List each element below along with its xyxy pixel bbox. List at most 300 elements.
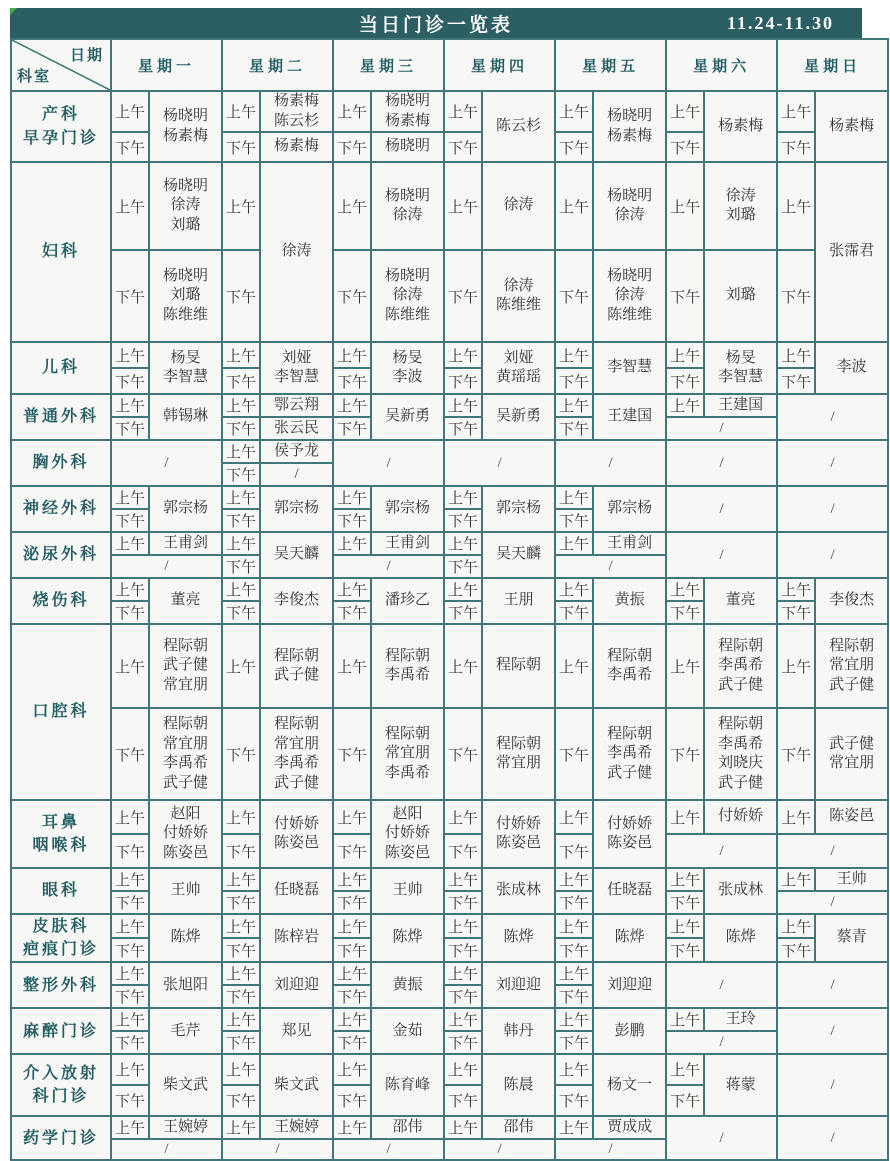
staff-names: 郭宗杨 — [149, 486, 222, 532]
time-label-pm: 下午 — [333, 985, 371, 1008]
staff-names: 杨晓明 杨素梅 — [593, 91, 666, 162]
time-label-am: 上午 — [666, 162, 704, 250]
slash-cell: / — [777, 1116, 888, 1160]
slash-cell: / — [333, 440, 444, 486]
department-name: 产科 早孕门诊 — [11, 91, 111, 162]
staff-names: 董亮 — [149, 578, 222, 624]
time-label-pm: 下午 — [444, 509, 482, 532]
time-label-pm: 下午 — [555, 368, 593, 394]
staff-names-am: 王建国 — [704, 394, 777, 417]
staff-names: 陈烨 — [149, 914, 222, 962]
time-label-pm: 下午 — [444, 938, 482, 962]
time-label-am: 上午 — [666, 578, 704, 601]
time-label-am: 上午 — [444, 962, 482, 985]
time-label-am: 上午 — [555, 532, 593, 555]
staff-names: 陈烨 — [593, 914, 666, 962]
time-label-pm: 下午 — [111, 708, 149, 800]
staff-names-am: 鄂云翔 — [260, 394, 333, 417]
slash-cell: / — [111, 440, 222, 486]
staff-names: 韩丹 — [482, 1008, 555, 1054]
time-label-am: 上午 — [444, 868, 482, 891]
time-label-am: 上午 — [444, 342, 482, 368]
staff-names: 杨文一 — [593, 1054, 666, 1116]
time-label-am: 上午 — [666, 800, 704, 834]
time-label-am: 上午 — [555, 342, 593, 368]
time-label-am: 上午 — [111, 1116, 149, 1139]
time-label-am: 上午 — [555, 868, 593, 891]
staff-names-am: 杨晓明 徐涛 — [371, 162, 444, 250]
time-label-am: 上午 — [111, 162, 149, 250]
staff-names: 李智慧 — [593, 342, 666, 394]
time-label-am: 上午 — [111, 578, 149, 601]
staff-names: 李俊杰 — [815, 578, 888, 624]
slash-cell: / — [777, 394, 888, 440]
time-label-am: 上午 — [333, 800, 371, 834]
staff-names: 陈晨 — [482, 1054, 555, 1116]
staff-names: 陈烨 — [704, 914, 777, 962]
time-label-pm: 下午 — [111, 601, 149, 624]
staff-names-am: 程际朝 常宜朋 武子健 — [815, 624, 888, 708]
day-header-1: 星期一 — [111, 39, 222, 91]
page-title: 当日门诊一览表 — [358, 14, 513, 36]
staff-names-am: 王婉婷 — [260, 1116, 333, 1139]
time-label-am: 上午 — [333, 1116, 371, 1139]
time-label-am: 上午 — [111, 342, 149, 368]
time-label-pm: 下午 — [333, 708, 371, 800]
time-label-am: 上午 — [222, 1116, 260, 1139]
staff-names-am: 徐涛 — [482, 162, 555, 250]
staff-names-am: 陈姿邑 — [815, 800, 888, 834]
time-label-pm: 下午 — [333, 938, 371, 962]
staff-names: 柴文武 — [149, 1054, 222, 1116]
staff-names-am: 侯予龙 — [260, 440, 333, 463]
time-label-pm: 下午 — [111, 1085, 149, 1116]
time-label-pm: 下午 — [666, 601, 704, 624]
staff-names: 王帅 — [371, 868, 444, 914]
time-label-pm: 下午 — [222, 938, 260, 962]
staff-names-am: 程际朝 李禹希 — [593, 624, 666, 708]
slash-cell: / — [777, 962, 888, 1008]
time-label-pm: 下午 — [444, 708, 482, 800]
time-label-pm: 下午 — [444, 250, 482, 342]
time-label-pm: 下午 — [666, 132, 704, 162]
time-label-pm: 下午 — [111, 985, 149, 1008]
staff-names: 付娇娇 陈姿邑 — [482, 800, 555, 868]
department-name: 耳鼻 咽喉科 — [11, 800, 111, 868]
dept-row-am — [11, 342, 888, 368]
day-header-4: 星期四 — [444, 39, 555, 91]
time-label-pm: 下午 — [555, 708, 593, 800]
staff-names: 任晓磊 — [260, 868, 333, 914]
time-label-pm: 下午 — [666, 708, 704, 800]
time-label-pm: 下午 — [444, 601, 482, 624]
time-label-am: 上午 — [111, 962, 149, 985]
time-label-am: 上午 — [666, 624, 704, 708]
time-label-pm: 下午 — [777, 708, 815, 800]
slash-cell: / — [777, 1008, 888, 1054]
dept-row-pm — [11, 417, 888, 440]
time-label-pm: 下午 — [222, 985, 260, 1008]
time-label-am: 上午 — [777, 800, 815, 834]
time-label-am: 上午 — [777, 91, 815, 132]
time-label-am: 上午 — [222, 578, 260, 601]
staff-names: 郭宗杨 — [371, 486, 444, 532]
time-label-am: 上午 — [333, 91, 371, 132]
time-label-am: 上午 — [333, 394, 371, 417]
time-label-am: 上午 — [222, 440, 260, 463]
dept-row-am — [11, 91, 888, 132]
slash-cell-pm: / — [111, 555, 222, 578]
staff-names-am: 付娇娇 — [704, 800, 777, 834]
staff-names: 蒋蒙 — [704, 1054, 777, 1116]
time-label-am: 上午 — [333, 162, 371, 250]
time-label-am: 上午 — [111, 800, 149, 834]
time-label-pm: 下午 — [444, 891, 482, 914]
staff-names-pm: 杨晓明 — [371, 132, 444, 162]
time-label-pm: 下午 — [555, 417, 593, 440]
staff-names: 董亮 — [704, 578, 777, 624]
corner-dept-label: 科室 — [17, 69, 52, 85]
time-label-am: 上午 — [111, 532, 149, 555]
time-label-am: 上午 — [111, 91, 149, 132]
staff-names: 杨素梅 — [704, 91, 777, 162]
time-label-pm: 下午 — [777, 250, 815, 342]
time-label-am: 上午 — [444, 624, 482, 708]
staff-names: 张旭阳 — [149, 962, 222, 1008]
staff-names-am: 徐涛 刘璐 — [704, 162, 777, 250]
time-label-pm: 下午 — [555, 132, 593, 162]
time-label-am: 上午 — [333, 578, 371, 601]
time-label-pm: 下午 — [444, 1085, 482, 1116]
time-label-pm: 下午 — [111, 891, 149, 914]
department-name: 烧伤科 — [11, 578, 111, 624]
time-label-pm: 下午 — [555, 834, 593, 868]
slash-cell: / — [777, 1054, 888, 1116]
staff-names: 王朋 — [482, 578, 555, 624]
department-name: 药学门诊 — [11, 1116, 111, 1160]
dept-row-am — [11, 914, 888, 938]
staff-names: 陈梓岩 — [260, 914, 333, 962]
staff-names-am: 杨晓明 徐涛 — [593, 162, 666, 250]
department-name: 胸外科 — [11, 440, 111, 486]
slash-cell-pm: / — [666, 834, 777, 868]
time-label-am: 上午 — [111, 624, 149, 708]
day-header-5: 星期五 — [555, 39, 666, 91]
dept-row-am — [11, 962, 888, 985]
time-label-pm: 下午 — [333, 1031, 371, 1054]
staff-names-pm: 刘璐 — [704, 250, 777, 342]
staff-names: 吴天麟 — [260, 532, 333, 578]
dept-row-am — [11, 1054, 888, 1085]
day-header-7: 星期日 — [777, 39, 888, 91]
time-label-pm: 下午 — [222, 463, 260, 486]
time-label-pm: 下午 — [333, 132, 371, 162]
time-label-pm: 下午 — [111, 417, 149, 440]
dept-row-pm — [11, 1031, 888, 1054]
staff-names: 陈云杉 — [482, 91, 555, 162]
time-label-pm: 下午 — [111, 250, 149, 342]
department-name: 口腔科 — [11, 624, 111, 800]
time-label-am: 上午 — [333, 342, 371, 368]
time-label-pm: 下午 — [111, 368, 149, 394]
staff-names: 吴新勇 — [371, 394, 444, 440]
dept-row-am — [11, 1116, 888, 1139]
dept-row-am — [11, 624, 888, 708]
time-label-pm: 下午 — [222, 891, 260, 914]
time-label-am: 上午 — [666, 91, 704, 132]
time-label-pm: 下午 — [222, 555, 260, 578]
staff-names-pm: 徐涛 陈维维 — [482, 250, 555, 342]
dept-row-pm — [11, 708, 888, 800]
time-label-am: 上午 — [333, 532, 371, 555]
time-label-am: 上午 — [222, 91, 260, 132]
time-label-pm: 下午 — [444, 368, 482, 394]
time-label-am: 上午 — [111, 394, 149, 417]
time-label-am: 上午 — [222, 394, 260, 417]
staff-names: 张成林 — [482, 868, 555, 914]
staff-names: 杨旻 李智慧 — [704, 342, 777, 394]
dept-row-am — [11, 486, 888, 509]
time-label-am: 上午 — [444, 800, 482, 834]
slash-cell-pm: / — [666, 1031, 777, 1054]
time-label-pm: 下午 — [555, 985, 593, 1008]
staff-names: 任晓磊 — [593, 868, 666, 914]
slash-cell-pm: / — [333, 1139, 444, 1160]
staff-names: 刘迎迎 — [482, 962, 555, 1008]
time-label-pm: 下午 — [555, 891, 593, 914]
dept-row-pm — [11, 250, 888, 342]
department-name: 介入放射 科门诊 — [11, 1054, 111, 1116]
time-label-pm: 下午 — [111, 132, 149, 162]
staff-names-pm: 张云民 — [260, 417, 333, 440]
time-label-pm: 下午 — [333, 509, 371, 532]
dept-row-am — [11, 868, 888, 891]
time-label-am: 上午 — [222, 914, 260, 938]
time-label-am: 上午 — [555, 1008, 593, 1031]
department-name: 神经外科 — [11, 486, 111, 532]
staff-names-pm: 程际朝 李禹希 武子健 — [593, 708, 666, 800]
time-label-pm: 下午 — [222, 708, 260, 800]
time-label-pm: 下午 — [333, 250, 371, 342]
time-label-pm: 下午 — [111, 938, 149, 962]
time-label-pm: 下午 — [333, 417, 371, 440]
time-label-am: 上午 — [111, 868, 149, 891]
dept-row-am — [11, 394, 888, 417]
staff-names: 杨旻 李波 — [371, 342, 444, 394]
time-label-am: 上午 — [555, 1054, 593, 1085]
time-label-am: 上午 — [555, 162, 593, 250]
time-label-pm: 下午 — [444, 834, 482, 868]
slash-cell-pm: / — [555, 555, 666, 578]
slash-cell: / — [777, 486, 888, 532]
time-label-am: 上午 — [222, 962, 260, 985]
time-label-pm: 下午 — [555, 1031, 593, 1054]
date-range: 11.24-11.30 — [726, 12, 834, 33]
department-name: 普通外科 — [11, 394, 111, 440]
staff-names: 李波 — [815, 342, 888, 394]
staff-names: 郑见 — [260, 1008, 333, 1054]
slash-cell-pm: / — [666, 417, 777, 440]
department-name: 整形外科 — [11, 962, 111, 1008]
time-label-am: 上午 — [666, 1054, 704, 1085]
time-label-am: 上午 — [666, 868, 704, 891]
staff-names: 金茹 — [371, 1008, 444, 1054]
staff-names: 李俊杰 — [260, 578, 333, 624]
slash-cell: / — [555, 440, 666, 486]
time-label-pm: 下午 — [666, 891, 704, 914]
time-label-am: 上午 — [444, 1054, 482, 1085]
slash-cell: / — [666, 440, 777, 486]
time-label-am: 上午 — [777, 578, 815, 601]
staff-names-am: 程际朝 — [482, 624, 555, 708]
header-row — [11, 39, 888, 91]
slash-cell: / — [666, 962, 777, 1008]
time-label-pm: 下午 — [555, 250, 593, 342]
staff-names-am: 王甫剑 — [593, 532, 666, 555]
staff-names: 陈烨 — [371, 914, 444, 962]
time-label-pm: 下午 — [555, 1085, 593, 1116]
staff-names: 韩锡琳 — [149, 394, 222, 440]
dept-row-pm — [11, 834, 888, 868]
staff-names-pm: 杨晓明 刘璐 陈维维 — [149, 250, 222, 342]
staff-names-am: 邵伟 — [482, 1116, 555, 1139]
slash-cell: / — [666, 1116, 777, 1160]
schedule-table — [10, 38, 889, 1161]
dept-row-am — [11, 162, 888, 250]
staff-names-pm: 程际朝 常宜朋 李禹希 武子健 — [260, 708, 333, 800]
time-label-am: 上午 — [555, 578, 593, 601]
time-label-am: 上午 — [444, 1008, 482, 1031]
time-label-am: 上午 — [555, 394, 593, 417]
time-label-pm: 下午 — [111, 1031, 149, 1054]
staff-names-am: 杨晓明 杨素梅 — [371, 91, 444, 132]
time-label-pm: 下午 — [666, 368, 704, 394]
time-label-am: 上午 — [222, 532, 260, 555]
staff-names-pm: 程际朝 常宜朋 李禹希 — [371, 708, 444, 800]
time-label-am: 上午 — [111, 1008, 149, 1031]
time-label-am: 上午 — [555, 1116, 593, 1139]
time-label-pm: 下午 — [555, 509, 593, 532]
time-label-am: 上午 — [444, 486, 482, 509]
time-label-pm: 下午 — [222, 1031, 260, 1054]
staff-names: 杨晓明 杨素梅 — [149, 91, 222, 162]
slash-cell: / — [777, 440, 888, 486]
staff-names: 吴新勇 — [482, 394, 555, 440]
day-header-6: 星期六 — [666, 39, 777, 91]
staff-names-am: 程际朝 武子健 — [260, 624, 333, 708]
time-label-pm: 下午 — [333, 834, 371, 868]
staff-names-am: 程际朝 李禹希 武子健 — [704, 624, 777, 708]
time-label-am: 上午 — [555, 914, 593, 938]
slash-cell: / — [666, 486, 777, 532]
staff-names-am: 王玲 — [704, 1008, 777, 1031]
time-label-am: 上午 — [666, 1008, 704, 1031]
staff-names: 郭宗杨 — [593, 486, 666, 532]
time-label-pm: 下午 — [444, 132, 482, 162]
time-label-am: 上午 — [222, 162, 260, 250]
staff-names: 赵阳 付娇娇 陈姿邑 — [371, 800, 444, 868]
time-label-pm: 下午 — [666, 938, 704, 962]
time-label-am: 上午 — [444, 394, 482, 417]
staff-names: 郭宗杨 — [482, 486, 555, 532]
staff-names: 黄振 — [371, 962, 444, 1008]
staff-names: 张霈君 — [815, 162, 888, 342]
department-name: 皮肤科 疤痕门诊 — [11, 914, 111, 962]
time-label-am: 上午 — [666, 914, 704, 938]
staff-names: 付娇娇 陈姿邑 — [260, 800, 333, 868]
time-label-am: 上午 — [333, 624, 371, 708]
slash-cell-pm: / — [555, 1139, 666, 1160]
time-label-am: 上午 — [222, 1054, 260, 1085]
corner-cell — [11, 39, 111, 91]
staff-names-am: 程际朝 李禹希 — [371, 624, 444, 708]
time-label-pm: 下午 — [777, 368, 815, 394]
time-label-am: 上午 — [444, 162, 482, 250]
time-label-pm: 下午 — [777, 938, 815, 962]
staff-names-am: 程际朝 武子健 常宜朋 — [149, 624, 222, 708]
staff-names: 刘迎迎 — [260, 962, 333, 1008]
schedule-sheet — [10, 8, 889, 1161]
slash-cell-pm: / — [222, 1139, 333, 1160]
time-label-am: 上午 — [222, 868, 260, 891]
corner-date-label: 日期 — [69, 48, 104, 64]
time-label-pm: 下午 — [666, 1085, 704, 1116]
staff-names: 吴天麟 — [482, 532, 555, 578]
staff-names-am: 王婉婷 — [149, 1116, 222, 1139]
dept-row-am — [11, 440, 888, 463]
staff-names: 赵阳 付娇娇 陈姿邑 — [149, 800, 222, 868]
time-label-pm: 下午 — [333, 368, 371, 394]
staff-names: 毛芹 — [149, 1008, 222, 1054]
staff-names: 张成林 — [704, 868, 777, 914]
slash-cell-pm: / — [333, 555, 444, 578]
time-label-pm: 下午 — [444, 1031, 482, 1054]
time-label-pm: 下午 — [222, 601, 260, 624]
time-label-am: 上午 — [111, 1054, 149, 1085]
time-label-am: 上午 — [444, 91, 482, 132]
time-label-am: 上午 — [333, 1008, 371, 1031]
staff-names: 王建国 — [593, 394, 666, 440]
staff-names: 陈育峰 — [371, 1054, 444, 1116]
staff-names: 潘珍乙 — [371, 578, 444, 624]
staff-names: 杨旻 李智慧 — [149, 342, 222, 394]
staff-names-am: 杨素梅 陈云杉 — [260, 91, 333, 132]
time-label-pm: 下午 — [333, 1085, 371, 1116]
staff-names: 刘娅 黄瑶瑶 — [482, 342, 555, 394]
day-header-3: 星期三 — [333, 39, 444, 91]
slash-cell: / — [777, 532, 888, 578]
time-label-am: 上午 — [222, 624, 260, 708]
time-label-pm: 下午 — [777, 132, 815, 162]
staff-names: 王帅 — [149, 868, 222, 914]
staff-names-pm: 杨晓明 徐涛 陈维维 — [593, 250, 666, 342]
time-label-pm: 下午 — [222, 250, 260, 342]
department-name: 麻醉门诊 — [11, 1008, 111, 1054]
staff-names-pm: 程际朝 常宜朋 李禹希 武子健 — [149, 708, 222, 800]
time-label-am: 上午 — [555, 486, 593, 509]
time-label-am: 上午 — [777, 914, 815, 938]
staff-names: 刘娅 李智慧 — [260, 342, 333, 394]
slash-cell: / — [666, 532, 777, 578]
time-label-am: 上午 — [555, 800, 593, 834]
staff-names-am: 王甫剑 — [371, 532, 444, 555]
staff-names-am: 王甫剑 — [149, 532, 222, 555]
time-label-pm: 下午 — [222, 1085, 260, 1116]
staff-names-pm: 杨素梅 — [260, 132, 333, 162]
time-label-am: 上午 — [444, 578, 482, 601]
time-label-am: 上午 — [777, 624, 815, 708]
slash-cell-pm: / — [111, 1139, 222, 1160]
